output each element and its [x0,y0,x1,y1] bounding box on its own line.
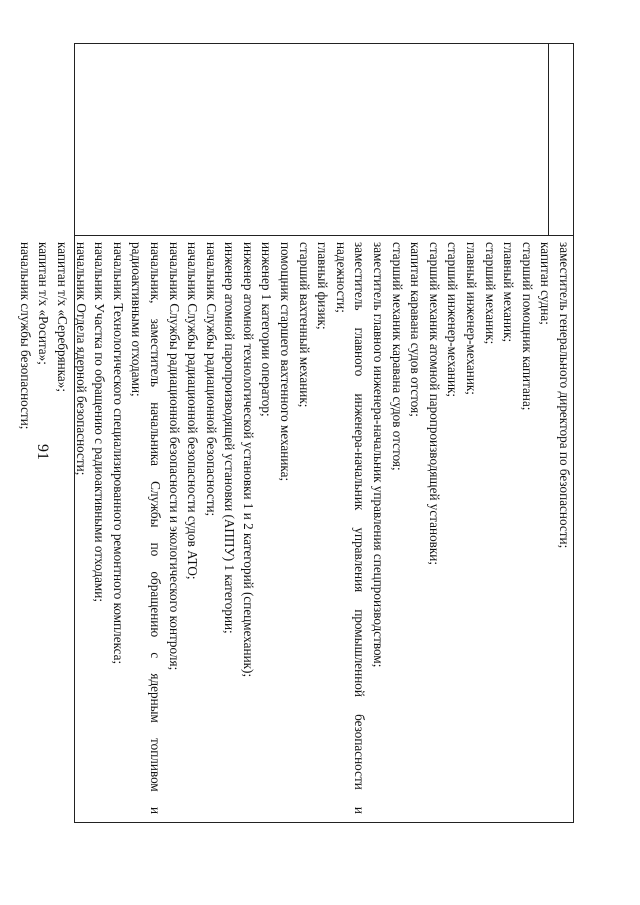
list-item: начальник Отдела ядерной безопасности; [73,242,89,476]
page-number: 91 [34,444,51,460]
list-item: старший механик каравана судов отстоя; [389,242,405,471]
list-item: надежности; [333,242,349,313]
list-item: старший инженер-механик; [445,242,461,398]
list-item: заместитель главного инженера-начальник управления спецпроизводством; [371,242,387,668]
table-divider [548,44,549,235]
list-item: капитан каравана судов отстоя; [408,242,424,417]
list-item: главный физик; [315,242,331,330]
list-item: начальник, заместитель начальника Службы по обращению с ядерным топливом и [147,242,163,814]
list-item: главный инженер-механик; [464,242,480,395]
list-item: начальник Участка по обращению с радиоактивными отходами; [92,242,108,602]
list-item: старший механик атомной паропроизводящей установки; [426,242,442,566]
list-item: старший вахтенный механик; [296,242,312,408]
list-item: начальник Службы радиационной безопасности; [203,242,219,517]
list-item: инженер атомной технологической установки 1 и 2 категорий (спецмеханик); [240,242,256,678]
list-item: радиоактивными отходами; [129,242,145,397]
list-item: начальник службы безопасности; [17,242,33,430]
list-item: инженер 1 категории оператор; [259,242,275,417]
table-left-column [75,44,573,236]
list-item: старший механик; [482,242,498,345]
list-item: капитан т/х «Серебрянка»; [54,242,70,393]
list-item: заместитель главного инженера-начальник управления промышленной безопасности и [352,242,368,814]
list-item: начальник Службы радиационной безопасности судов АТО; [185,242,201,580]
list-item: заместитель генерального директора по безопасности; [557,242,572,549]
list-item: начальник Технологического специализированного ремонтного комплекса; [110,242,126,665]
list-item: капитан т/х «Росита»; [36,242,52,365]
list-item: главный механик; [501,242,517,343]
list-item: старший помощник капитана; [519,242,535,411]
positions-list [15,242,573,814]
list-item: инженер атомной паропроизводящей установки (АППУ) 1 категории; [222,242,238,634]
list-item: помощник старшего вахтенного механика; [278,242,294,482]
list-item: начальник Службы радиационной безопасности и экологического контроля; [166,242,182,671]
list-item: капитан судна; [538,242,554,325]
